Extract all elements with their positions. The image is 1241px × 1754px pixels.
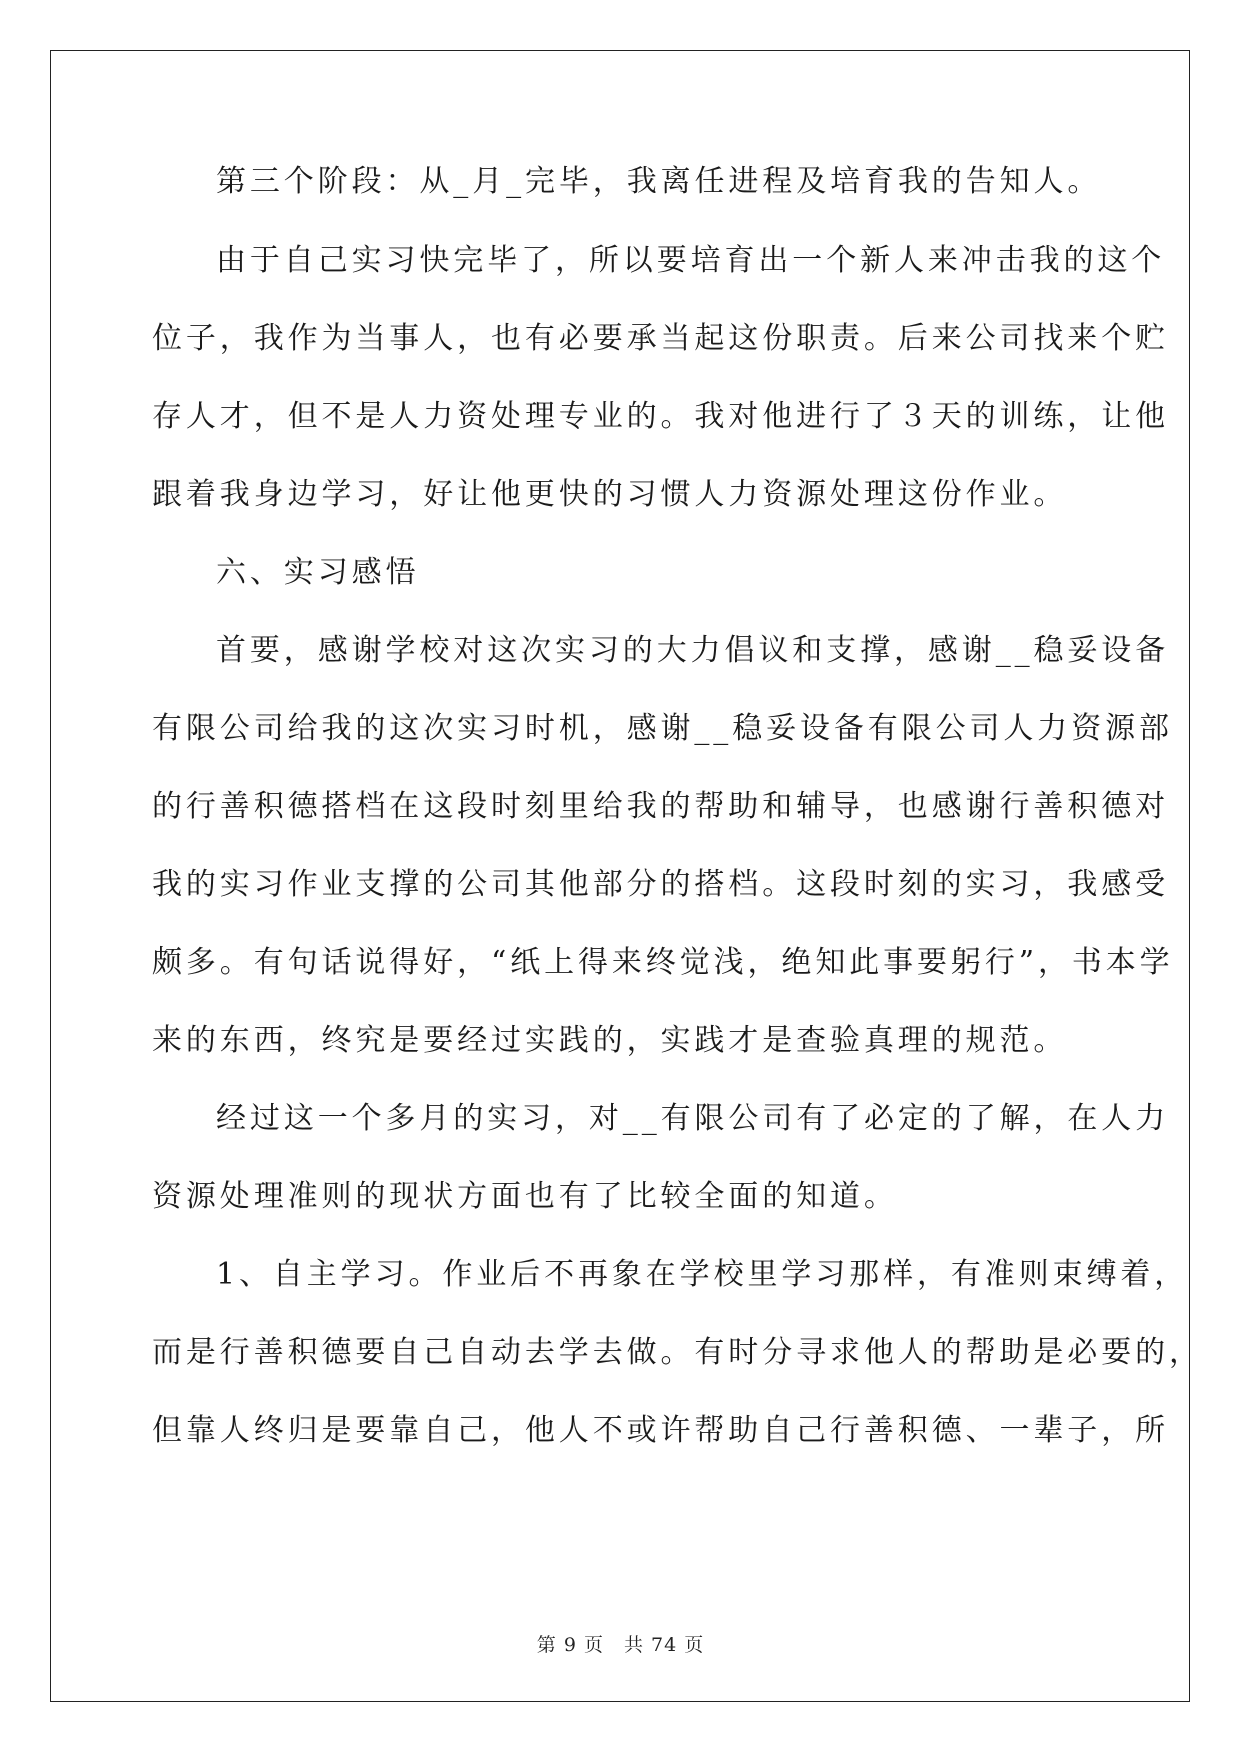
text-line: 第三个阶段：从_月_完毕，我离任进程及培育我的告知人。 <box>216 164 1102 199</box>
text-line: 经过这一个多月的实习，对__有限公司有了必定的了解，在人力 <box>216 1101 1170 1136</box>
text-line: 存人才，但不是人力资处理专业的。我对他进行了３天的训练，让他 <box>152 399 1169 434</box>
text-line: 我的实习作业支撑的公司其他部分的搭档。这段时刻的实习，我感受 <box>152 867 1169 902</box>
section-heading: 六、实习感悟 <box>216 555 420 590</box>
text-line: 由于自己实习快完毕了，所以要培育出一个新人来冲击我的这个 <box>216 243 1166 278</box>
text-line: 来的东西，终究是要经过实践的，实践才是查验真理的规范。 <box>152 1023 1068 1058</box>
text-line: 但靠人终归是要靠自己，他人不或许帮助自己行善积德、一辈子，所 <box>152 1413 1169 1448</box>
text-line: 首要，感谢学校对这次实习的大力倡议和支撑，感谢__稳妥设备 <box>216 633 1170 668</box>
text-line: 而是行善积德要自己自动去学去做。有时分寻求他人的帮助是必要的， <box>152 1335 1203 1370</box>
text-line: 有限公司给我的这次实习时机，感谢__稳妥设备有限公司人力资源部 <box>152 711 1173 746</box>
text-line: 跟着我身边学习，好让他更快的习惯人力资源处理这份作业。 <box>152 477 1068 512</box>
text-line: 的行善积德搭档在这段时刻里给我的帮助和辅导，也感谢行善积德对 <box>152 789 1169 824</box>
text-line: 位子，我作为当事人，也有必要承当起这份职责。后来公司找来个贮 <box>152 321 1169 356</box>
text-line: 1、自主学习。作业后不再象在学校里学习那样，有准则束缚着， <box>216 1257 1189 1292</box>
text-line: 资源处理准则的现状方面也有了比较全面的知道。 <box>152 1179 898 1214</box>
document-body <box>152 163 1203 1450</box>
text-line: 颇多。有句话说得好，“纸上得来终觉浅，绝知此事要躬行”，书本学 <box>152 945 1174 980</box>
page-number: 第 9 页 共 74 页 <box>536 1634 705 1656</box>
